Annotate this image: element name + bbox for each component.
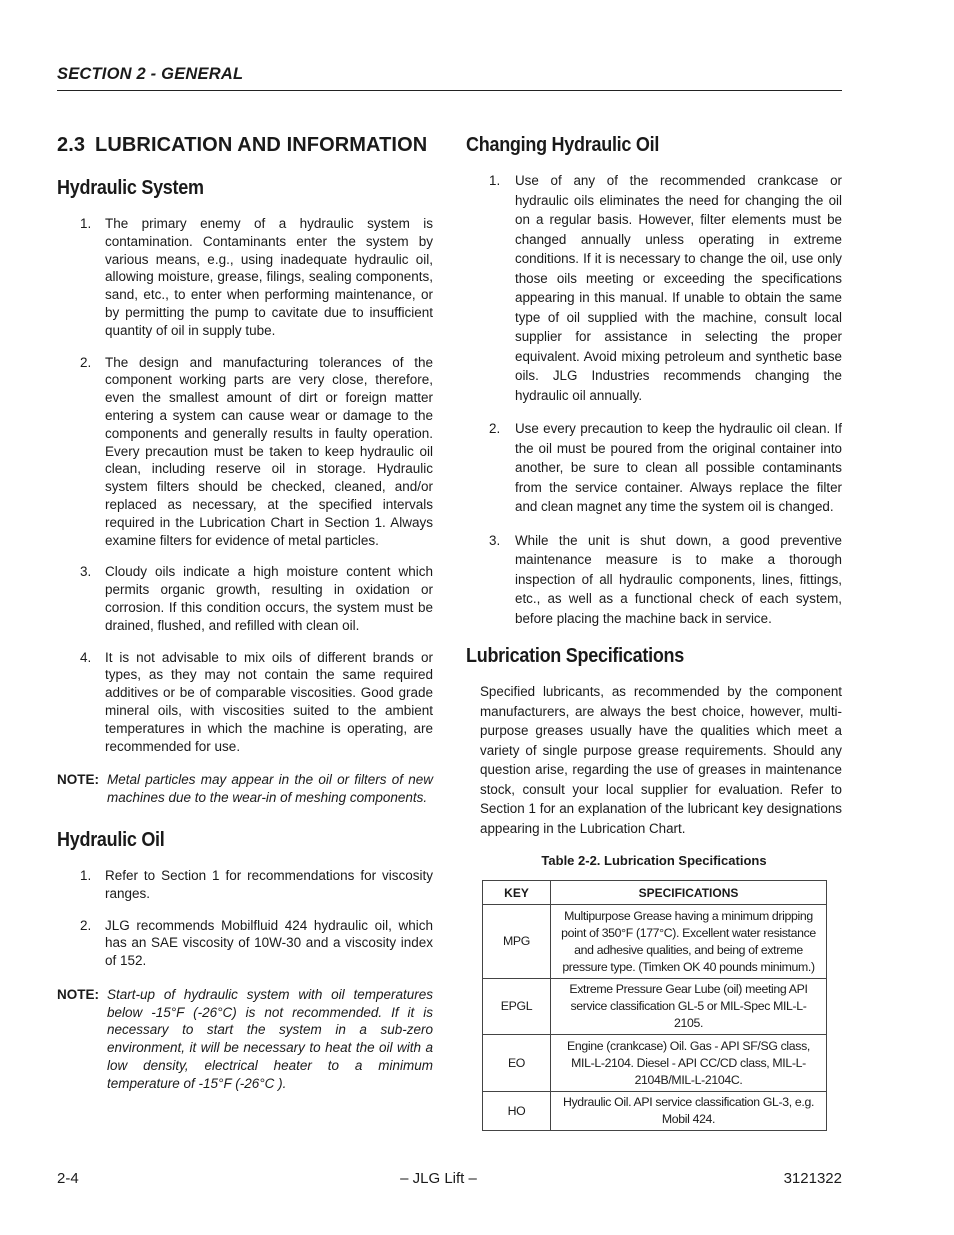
list-item (57, 649, 433, 756)
right-column (466, 130, 842, 1131)
table-row (483, 1092, 827, 1131)
footer-publisher: – JLG Lift – (400, 1170, 477, 1187)
heading-changing-hydraulic-oil: Changing Hydraulic Oil (466, 134, 660, 156)
list-item (466, 419, 842, 517)
list-item (57, 215, 433, 340)
note-startup-temperature (57, 986, 433, 1093)
list-item (466, 171, 842, 405)
list-number: 2. (80, 354, 92, 370)
list-text: Refer to Section 1 for recommendations for viscosity ranges. (105, 867, 433, 901)
section-number: 2.3 (57, 134, 86, 156)
list-text: JLG recommends Mobilfluid 424 hydraulic oil, which has an SAE viscosity of 10W-30 and a viscosity index of 152. (105, 917, 433, 969)
section-header: SECTION 2 - GENERAL (57, 65, 244, 83)
changing-oil-list (466, 171, 842, 628)
heading-hydraulic-system: Hydraulic System (57, 177, 204, 199)
note-metal-particles (57, 771, 433, 807)
table-row (483, 1035, 827, 1092)
heading-lubrication-specifications: Lubrication Specifications (466, 645, 685, 667)
section-title (57, 134, 433, 157)
list-number: 3. (489, 532, 501, 548)
table-cell-key: EO (483, 1035, 551, 1092)
table-cell-spec: Hydraulic Oil. API service classification GL-3, e.g. Mobil 424. (551, 1092, 827, 1131)
list-item (466, 531, 842, 629)
table-caption: Table 2-2. Lubrication Specifications (541, 853, 767, 868)
list-text: The design and manufacturing tolerances of the component working parts are very close, therefore, even the smallest amount of dirt or foreign matter entering a system can cause wear or damage to the components and generally results in faulty operation. Every precaution must be taken to keep hydraulic oil clean, including reserve oil in storage. Hydraulic system filters should be checked, cleaned, and/or replaced as necessary, at the specified intervals required in the Lubrication Chart in Section 1. Always examine filters for evidence of metal particles. (105, 354, 433, 548)
list-text: Cloudy oils indicate a high moisture content which permits organic growth, resulting in oxidation or corrosion. If this condition occurs, the system must be drained, flushed, and refilled with clean oil. (105, 564, 433, 633)
header-divider (57, 90, 842, 91)
list-text: The primary enemy of a hydraulic system is contamination. Contaminants enter the system by various means, e.g., using inadequate hydraulic oil, allowing moisture, grease, filings, sealing components, sand, etc., to enter when performing maintenance, or by permitting the pump to cavitate due to insufficient quantity of oil in supply tube. (105, 216, 433, 338)
table-cell-spec: Multipurpose Grease having a minimum dripping point of 350°F (177°C). Excellent water resistance and adhesive qualities, and being of extreme pressure type. (Timken OK 40 pounds minimum.) (551, 905, 827, 979)
list-item (57, 354, 433, 550)
table-cell-key: EPGL (483, 979, 551, 1035)
list-number: 1. (80, 216, 92, 231)
section-title-text: LUBRICATION AND INFORMATION (95, 134, 428, 156)
list-number: 1. (489, 173, 501, 188)
list-text: While the unit is shut down, a good preventive maintenance measure is to make a thorough inspection of all hydraulic components, lines, fittings, etc., as well as a functional check of each system, before placing the machine back in service. (515, 532, 842, 626)
note-text: Metal particles may appear in the oil or filters of new machines due to the wear-in of meshing components. (107, 772, 433, 806)
note-label: NOTE: (57, 772, 99, 788)
footer-document-number: 3121322 (783, 1170, 842, 1187)
column-header-specifications: SPECIFICATIONS (551, 881, 827, 905)
left-column (57, 130, 433, 1093)
list-number: 4. (80, 649, 92, 665)
list-number: 2. (489, 421, 501, 436)
list-text: It is not advisable to mix oils of different brands or types, as they may not contain the same required additives or be of comparable viscosities. Good grade mineral oils, with viscosities suited to the ambient temperatures in which the machine is operating, are recommended for use. (105, 649, 433, 754)
column-header-key: KEY (483, 881, 551, 905)
table-cell-key: MPG (483, 905, 551, 979)
footer-page-number: 2-4 (57, 1170, 79, 1187)
table-row (483, 905, 827, 979)
list-number: 2. (80, 917, 92, 933)
table-cell-spec: Engine (crankcase) Oil. Gas - API SF/SG class, MIL-L-2104. Diesel - API CC/CD class, MIL-L-2104B/MIL-L-2104C. (551, 1035, 827, 1092)
lubrication-spec-table (482, 880, 827, 1131)
lubrication-paragraph: Specified lubricants, as recommended by the component manufacturers, are always the best choice, however, multi-purpose greases usually have the qualities which meet a variety of single purpose grease requirements. Should any question arise, regarding the use of greases in maintenance stock, consult your local supplier for evaluation. Refer to Section 1 for an explanation of the lubricant key designations appearing in the Lubrication Chart. (480, 684, 842, 836)
table-header-row (483, 881, 827, 905)
hydraulic-oil-list (57, 867, 433, 970)
table-cell-key: HO (483, 1092, 551, 1131)
note-text: Start-up of hydraulic system with oil temperatures below -15°F (-26°C) is not recommended. If it is necessary to start the system in a sub-zero environment, it will be necessary to heat the oil with a low density, electrical heater to a minimum temperature of -15°F (-26°C ). (107, 986, 433, 1091)
list-text: Use of any of the recommended crankcase or hydraulic oils eliminates the need for changing the oil on a regular basis. However, filter elements must be changed annually unless operating in extreme conditions. If it is necessary to change the oil, use only those oils meeting or exceeding the specifications appearing in this manual. If unable to obtain the same type of oil supplied with the machine, consult local supplier for assistance in selecting the proper equivalent. Avoid mixing petroleum and synthetic base oils. JLG Industries recommends changing the hydraulic oil annually. (515, 173, 842, 403)
list-item (57, 917, 433, 970)
list-text: Use every precaution to keep the hydraulic oil clean. If the oil must be poured from the original container into another, be sure to clean all possible contaminants from the service container. Always replace the filter and clean magnet any time the system oil is changed. (515, 421, 842, 514)
heading-hydraulic-oil: Hydraulic Oil (57, 828, 165, 851)
hydraulic-system-list (57, 215, 433, 755)
list-number: 1. (80, 867, 92, 883)
table-cell-spec: Extreme Pressure Gear Lube (oil) meeting API service classification GL-5 or MIL-Spec MIL-L-2105. (551, 979, 827, 1035)
list-item (57, 867, 433, 903)
table-row (483, 979, 827, 1035)
list-number: 3. (80, 564, 92, 580)
list-item (57, 563, 433, 634)
note-label: NOTE: (57, 986, 99, 1002)
